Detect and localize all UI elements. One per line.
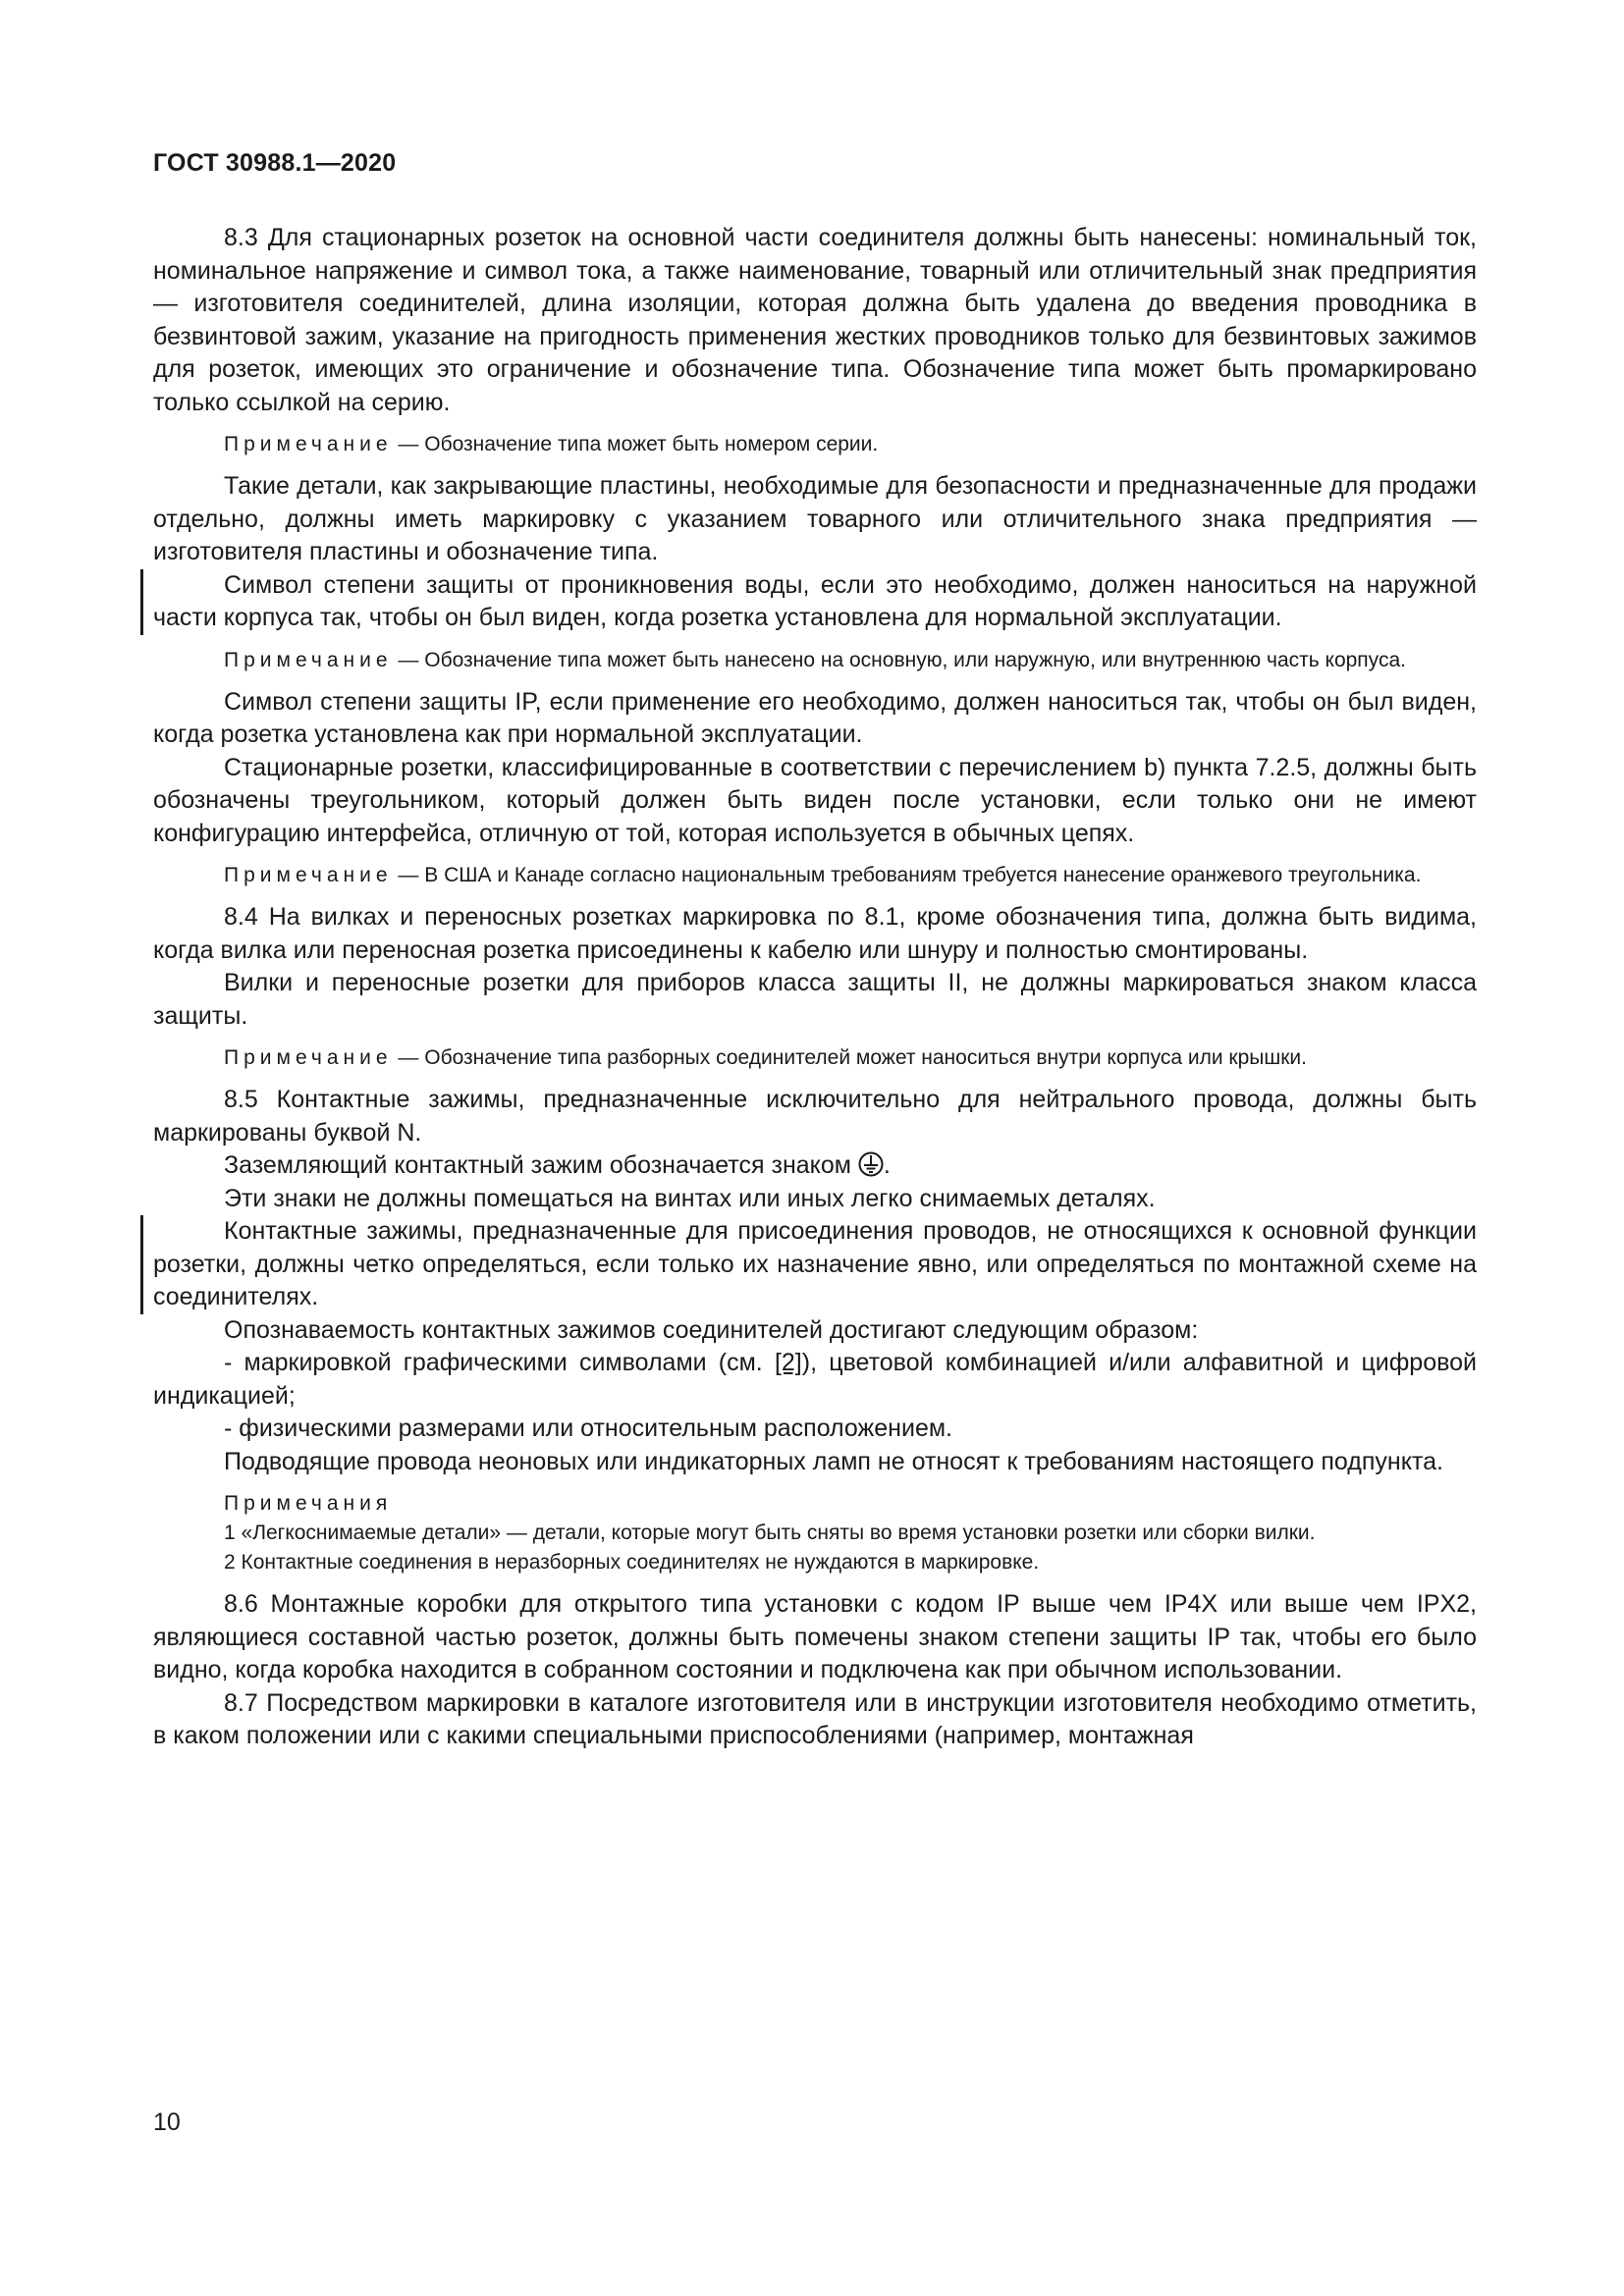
note (153, 430, 1477, 459)
notes-label: Примечания (224, 1492, 393, 1515)
paragraph-8-6: 8.6 Монтажные коробки для открытого типа установки с кодом IP выше чем IP4X или выше чем IPX2, являющиеся составной частью розеток, должны быть помечены знаком степени защиты IP так, чтобы его было видно, когда коробка находится в собранном состоянии и подключена как при обычном использовании. (153, 1590, 1477, 1683)
paragraph: Эти знаки не должны помещаться на винтах или иных легко снимаемых деталях. (224, 1184, 1156, 1212)
change-bar (140, 1215, 1477, 1314)
paragraph: Вилки и переносные розетки для приборов класса защиты II, не должны маркироваться знаком класса защиты. (153, 969, 1477, 1030)
notes-heading (153, 1489, 1477, 1519)
note-text: — Обозначение типа может быть нанесено на основную, или наружную, или внутреннюю часть корпуса. (392, 648, 1406, 671)
paragraph: Опознаваемость контактных зажимов соединителей достигают следующим образом: (224, 1315, 1199, 1344)
paragraph (153, 1149, 1477, 1183)
paragraph: Такие детали, как закрывающие пластины, необходимые для безопасности и предназначенные для продажи отдельно, должны иметь маркировку с указанием товарного или отличительного знака предприятия — изготовителя пластины и обозначение типа. (153, 472, 1477, 565)
note-item: 1 «Легкоснимаемые детали» — детали, которые могут быть сняты во время установки розетки или сборки вилки. (224, 1522, 1316, 1544)
list-item: - физическими размерами или относительным расположением. (224, 1415, 952, 1442)
paragraph-8-3: 8.3 Для стационарных розеток на основной части соединителя должны быть нанесены: номинальный ток, номинальное напряжение и символ тока, а также наименование, товарный или отличительный знак предприятия — изготовителя соединителей, длина изоляции, которая должна быть удалена до введения проводника в безвинтовой зажим, указание на пригодность применения жестких проводников только для безвинтовых зажимов для розеток, имеющих это ограничение и обозначение типа. Обозначение типа может быть промаркировано только ссылкой на серию. (153, 224, 1477, 416)
reference-link[interactable]: [2] (774, 1349, 802, 1376)
list-item-text: ), цветовой комбинацией и/или алфавитной и цифровой индикацией; (153, 1349, 1477, 1410)
paragraph: Контактные зажимы, предназначенные для присоединения проводов, не относящихся к основной функции розетки, должны четко определяться, если только их назначение явно, или определяться по монтажной схеме на соединителях. (153, 1217, 1477, 1310)
note (153, 1043, 1477, 1073)
paragraph-8-5: 8.5 Контактные зажимы, предназначенные исключительно для нейтрального провода, должны быть маркированы буквой N. (153, 1086, 1477, 1147)
note-label: Примечание (224, 864, 393, 886)
paragraph-8-7: 8.7 Посредством маркировки в каталоге изготовителя или в инструкции изготовителя необходимо отметить, в каком положении или с какими специальными приспособлениями (например, монтажная (153, 1688, 1477, 1749)
document-body (153, 222, 1477, 1753)
list-item-text: - маркировкой графическими символами (см. (224, 1349, 775, 1376)
ground-text-end: . (883, 1151, 891, 1179)
paragraph: Подводящие провода неоновых или индикаторных ламп не относят к требованиям настоящего подпункта. (224, 1447, 1443, 1475)
note-text: — Обозначение типа может быть номером серии. (392, 433, 879, 455)
note-label: Примечание (224, 1046, 393, 1069)
paragraph: Символ степени защиты IP, если применение его необходимо, должен наноситься так, чтобы он был виден, когда розетка установлена как при нормальной эксплуатации. (153, 687, 1477, 748)
change-bar (140, 569, 1477, 635)
note (153, 646, 1477, 675)
ground-text: Заземляющий контактный зажим обозначается знаком (224, 1151, 851, 1179)
paragraph: Символ степени защиты от проникновения воды, если это необходимо, должен наноситься на наружной части корпуса так, чтобы он был виден, когда розетка установлена для нормальной эксплуатации. (153, 570, 1477, 631)
note-text: — Обозначение типа разборных соединителей может наноситься внутри корпуса или крышки. (392, 1046, 1307, 1069)
note-text: — В США и Канаде согласно национальным требованиям требуется нанесение оранжевого треугольника. (392, 864, 1422, 886)
note (153, 861, 1477, 890)
document-header: ГОСТ 30988.1—2020 (153, 149, 397, 177)
paragraph: Стационарные розетки, классифицированные в соответствии с перечислением b) пункта 7.2.5, должны быть обозначены треугольником, который должен быть виден после установки, если только они не имеют конфигурацию интерфейса, отличную от той, которая используется в обычных цепях. (153, 753, 1477, 847)
paragraph-8-4: 8.4 На вилках и переносных розетках маркировка по 8.1, кроме обозначения типа, должна быть видима, когда вилка или переносная розетка присоединены к кабелю или шнуру и полностью смонтированы. (153, 903, 1477, 964)
note-label: Примечание (224, 433, 393, 455)
notes-block (153, 1489, 1477, 1577)
note-label: Примечание (224, 648, 393, 671)
note-item: 2 Контактные соединения в неразборных соединителях не нуждаются в маркировке. (224, 1551, 1040, 1574)
ground-symbol-icon (858, 1151, 884, 1177)
list-item (153, 1347, 1477, 1413)
page-number: 10 (153, 2109, 181, 2136)
